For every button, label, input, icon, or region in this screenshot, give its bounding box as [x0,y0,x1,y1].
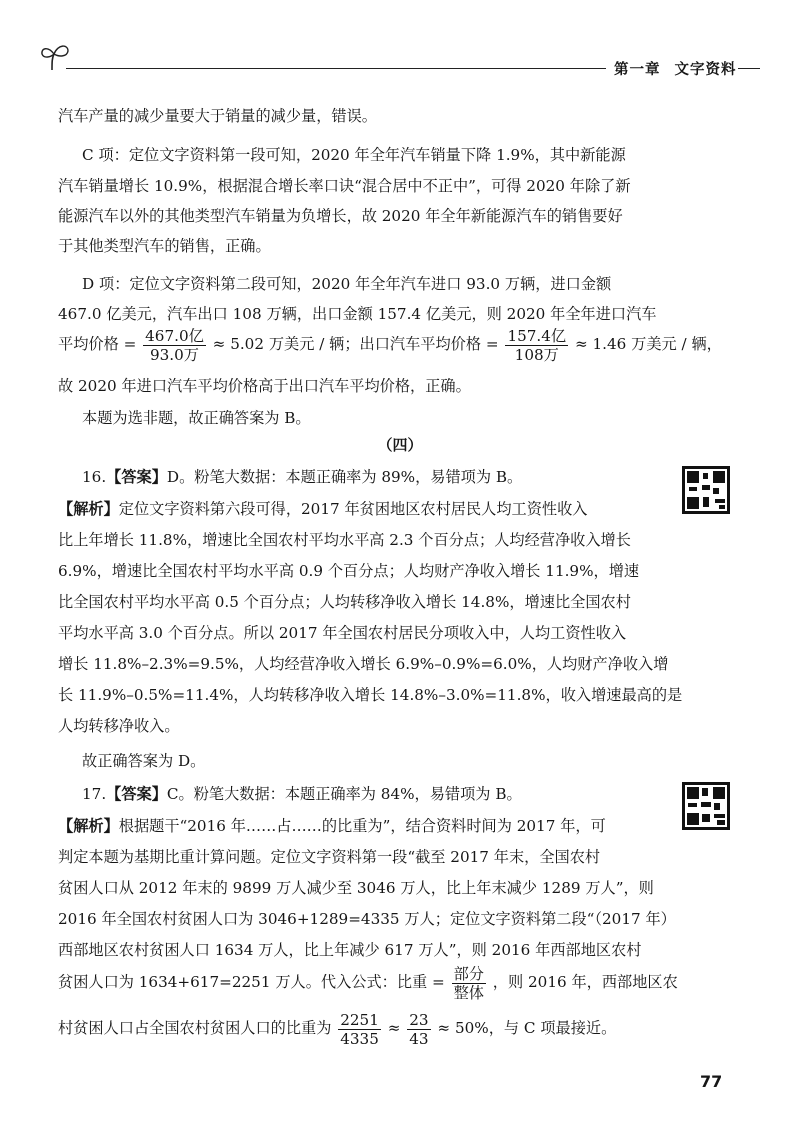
analysis-text: 定位文字资料第六段可得，2017 年贫困地区农村居民人均工资性收入 [118,500,588,518]
text-line: 467.0 亿美元，汽车出口 108 万辆，出口金额 157.4 亿美元，则 2020 年全年进口汽车 [58,305,657,323]
text-line: 汽车产量的减少量要大于销量的减少量，错误。 [58,107,377,125]
chapter-title: 文字资料 [674,62,737,78]
analysis-16 [58,497,587,521]
text-line: 长 11.9%–0.5%=11.4%，人均转移净收入增长 14.8%–3.0%=11.8%，收入增速最高的是 [58,686,683,704]
answer-tag: 【答案】 [106,785,167,803]
formula-line [58,326,722,364]
question-number: 16. [82,468,107,486]
answer-text: D。粉笔大数据：本题正确率为 89%，易错项为 B。 [166,468,523,486]
fraction-numerator: 2251 [340,1010,379,1029]
text-line: 比全国农村平均水平高 0.5 个百分点；人均转移净收入增长 14.8%，增速比全国农村 [58,593,631,611]
fraction-numerator: 157.4亿 [507,326,567,345]
text-line: 西部地区农村贫困人口 1634 万人，比上年减少 617 万人”，则 2016 年西部地区农村 [58,941,642,959]
formula-line [58,1010,616,1048]
answer-text: C。粉笔大数据：本题正确率为 84%，易错项为 B。 [166,785,522,803]
fraction-import-price [143,327,206,364]
formula-text: ≈ 50%，与 C 项最接近。 [437,1019,617,1037]
fraction-export-price [505,327,568,364]
answer-tag: 【答案】 [106,468,167,486]
text-line: C 项：定位文字资料第一段可知，2020 年全年汽车销量下降 1.9%，其中新能源 [82,146,626,164]
text-line: 6.9%，增速比全国农村平均水平高 0.9 个百分点；人均财产净收入增长 11.9%，增速 [58,562,640,580]
formula-text: ≈ 5.02 万美元 / 辆；出口汽车平均价格 = [212,335,499,353]
text-line: D 项：定位文字资料第二段可知，2020 年全年汽车进口 93.0 万辆，进口金额 [82,275,612,293]
page-number: 77 [700,1072,723,1091]
formula-line [58,964,678,1002]
fraction-share [338,1011,381,1048]
question-number: 17. [82,785,107,803]
text-line: 增长 11.8%–2.3%=9.5%，人均经营净收入增长 6.9%–0.9%=6.0%，人均财产净收入增 [58,655,669,673]
answer-16 [82,465,522,489]
fraction-numerator: 23 [409,1010,429,1029]
analysis-tag: 【解析】 [58,817,119,835]
text-line: 2016 年全国农村贫困人口为 3046+1289=4335 万人；定位文字资料第二段“（2017 年） [58,910,676,928]
text-line: 人均转移净收入。 [58,717,180,735]
fraction-numerator: 部分 [453,964,484,983]
fraction-denominator: 93.0万 [149,345,199,364]
fraction-denominator: 整体 [453,983,484,1002]
text-line: 判定本题为基期比重计算问题。定位文字资料第一段“截至 2017 年末，全国农村 [58,848,601,866]
text-line: 能源汽车以外的其他类型汽车销量为负增长，故 2020 年全年新能源汽车的销售要好 [58,207,623,225]
text-line: 故正确答案为 D。 [82,752,206,770]
section-title: （四） [377,436,423,454]
header-rule [66,68,606,69]
qr-code-16[interactable] [682,466,730,514]
text-line: 平均水平高 3.0 个百分点。所以 2017 年全国农村居民分项收入中，人均工资性收入 [58,624,627,642]
formula-text: ≈ [387,1019,401,1037]
fraction-numerator: 467.0亿 [145,326,204,345]
formula-text: ≈ 1.46 万美元 / 辆， [574,335,722,353]
header-rule-right [738,68,760,69]
fraction-simplified [407,1011,430,1048]
formula-text: 平均价格 = [58,335,137,353]
text-line: 贫困人口从 2012 年末的 9899 万人减少至 3046 万人，比上年末减少 1289 万人”，则 [58,879,654,897]
formula-text: 村贫困人口占全国农村贫困人口的比重为 [58,1019,332,1037]
fraction-part-whole [452,965,486,1002]
fraction-denominator: 4335 [340,1029,379,1048]
text-line: 汽车销量增长 10.9%，根据混合增长率口诀“混合居中不正中”，可得 2020 年除了新 [58,177,631,195]
fraction-denominator: 108万 [514,345,559,364]
fraction-denominator: 43 [409,1029,429,1048]
text-line: 比上年增长 11.8%，增速比全国农村平均水平高 2.3 个百分点；人均经营净收入增长 [58,531,631,549]
chapter-number: 第一章 [614,62,661,78]
qr-code-17[interactable] [682,782,730,830]
chapter-heading [614,58,737,79]
text-line: 于其他类型汽车的销售，正确。 [58,237,271,255]
formula-text: ，则 2016 年，西部地区农 [492,973,678,991]
analysis-17 [58,814,606,838]
text-line: 本题为选非题，故正确答案为 B。 [82,409,311,427]
analysis-text: 根据题干“2016 年……占……的比重为”，结合资料时间为 2017 年，可 [118,817,606,835]
page-header [38,38,760,78]
formula-text: 贫困人口为 1634+617=2251 万人。代入公式：比重 = [58,973,445,991]
analysis-tag: 【解析】 [58,500,119,518]
answer-17 [82,782,522,806]
text-line: 故 2020 年进口汽车平均价格高于出口汽车平均价格，正确。 [58,377,471,395]
